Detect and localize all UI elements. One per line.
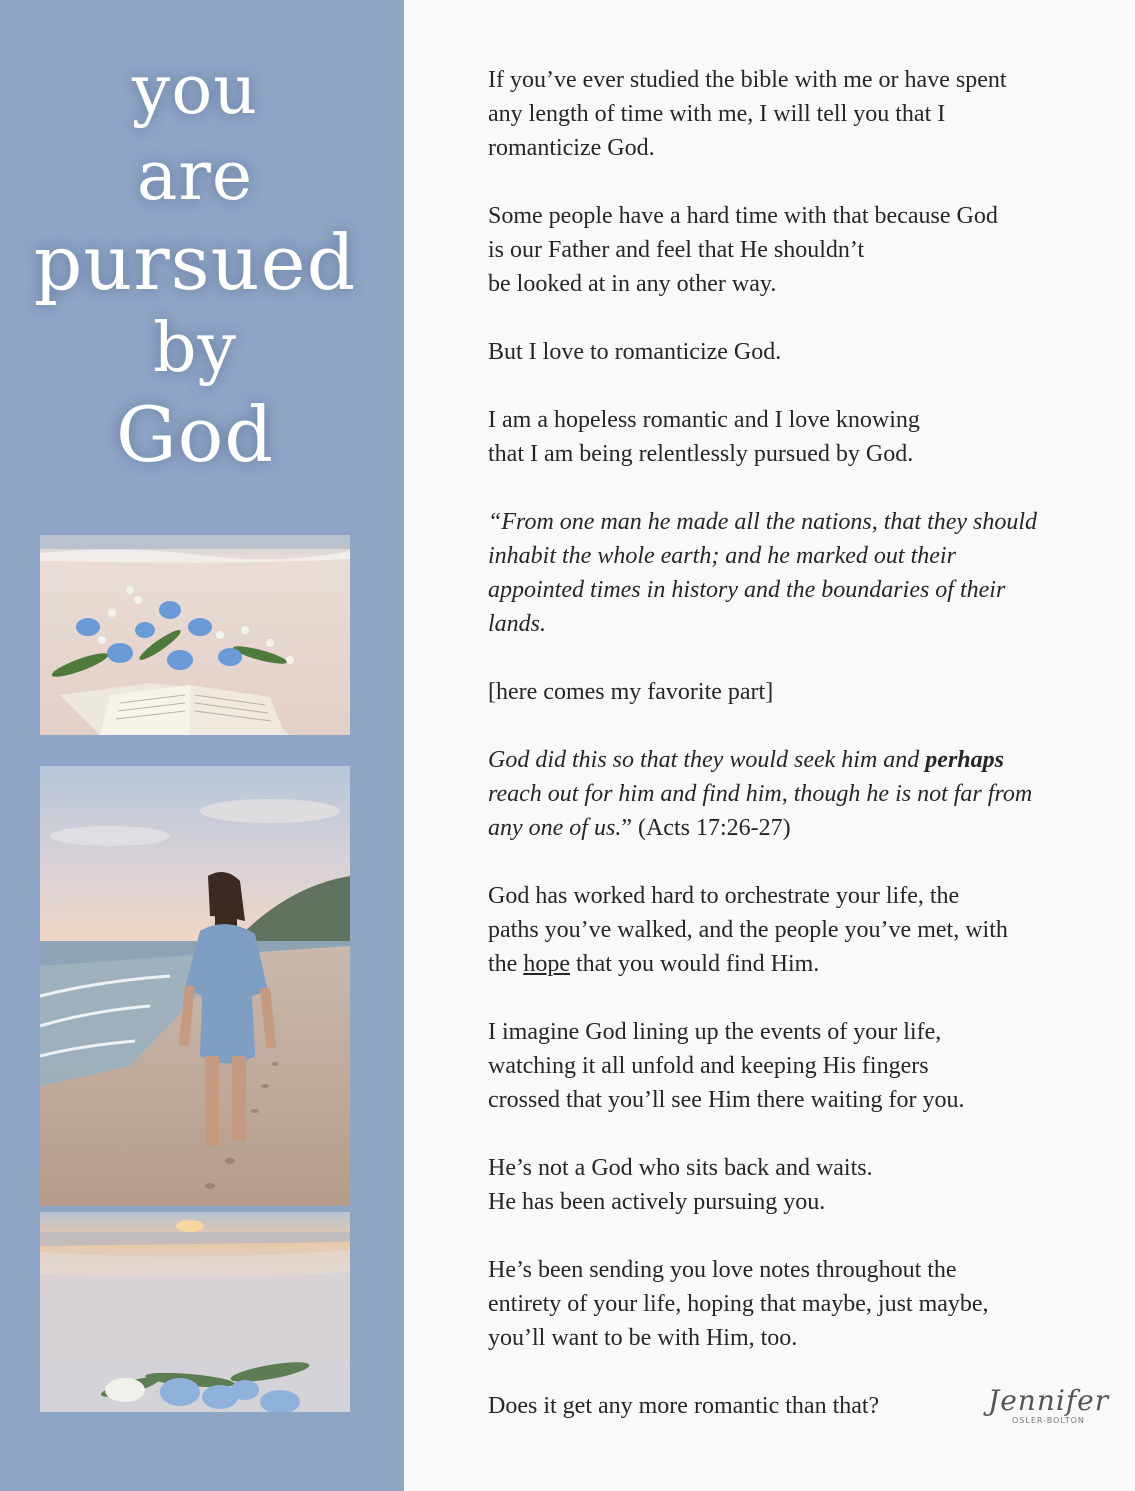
- text-line: romanticize God.: [488, 135, 655, 161]
- text-line: God has worked hard to orchestrate your life, the: [488, 883, 960, 909]
- signature-name: Jennifer: [988, 1384, 1110, 1417]
- paragraph: [488, 879, 1068, 981]
- article-body: [488, 63, 1068, 1457]
- flowers-sand-sunset-photo: [40, 1212, 350, 1412]
- scripture-reference: ” (Acts 17:26-27): [621, 815, 791, 841]
- paragraph: [488, 1389, 1068, 1423]
- text-line: be looked at in any other way.: [488, 271, 777, 297]
- title-line: by: [153, 309, 237, 388]
- paragraph: [488, 199, 1068, 301]
- text-line: entirety of your life, hoping that maybe, just maybe,: [488, 1291, 989, 1317]
- title-line: pursued: [33, 218, 357, 307]
- text-line: [488, 811, 1068, 845]
- bible-flowers-beach-photo: [40, 535, 350, 735]
- text-line: any length of time with me, I will tell you that I: [488, 101, 946, 127]
- paragraph: [488, 1015, 1068, 1117]
- paragraph: [488, 63, 1068, 165]
- text-line: He’s been sending you love notes throughout the: [488, 1257, 957, 1283]
- text-line: [488, 777, 1068, 811]
- quote-text: any one of us.: [488, 815, 622, 841]
- text-line: He has been actively pursuing you.: [488, 1189, 826, 1215]
- text-line: I am a hopeless romantic and I love knowing: [488, 407, 920, 433]
- text-line: [here comes my favorite part]: [488, 679, 774, 705]
- author-signature-logo: [988, 1384, 1118, 1430]
- title-line: are: [136, 137, 254, 216]
- paragraph: [488, 1151, 1068, 1219]
- text-line: inhabit the whole earth; and he marked out their: [488, 543, 956, 569]
- text-line: appointed times in history and the boundaries of their: [488, 577, 1006, 603]
- title-line: you: [131, 51, 259, 130]
- paragraph: [488, 335, 1068, 369]
- emphasis-word: perhaps: [925, 747, 1004, 773]
- paragraph: [488, 1253, 1068, 1355]
- signature-subtitle: OSLER-BOLTON: [1012, 1416, 1085, 1425]
- scripture-quote: [488, 505, 1068, 641]
- woman-walking-beach-photo: [40, 766, 350, 1206]
- paragraph: [488, 403, 1068, 471]
- text-line: I imagine God lining up the events of your life,: [488, 1019, 942, 1045]
- text-line: Does it get any more romantic than that?: [488, 1393, 880, 1419]
- text-line: watching it all unfold and keeping His fingers: [488, 1053, 929, 1079]
- scripture-quote: [488, 743, 1068, 845]
- text-line: “From one man he made all the nations, that they should: [488, 509, 1038, 535]
- quote-text: reach out for him and find him, though he is not far from: [488, 781, 1033, 807]
- text-segment: the: [488, 951, 524, 977]
- paragraph: [488, 675, 1068, 709]
- text-line: He’s not a God who sits back and waits.: [488, 1155, 873, 1181]
- text-line: [488, 947, 1068, 981]
- text-line: paths you’ve walked, and the people you’ve met, with: [488, 917, 1008, 943]
- text-line: is our Father and feel that He shouldn’t: [488, 237, 865, 263]
- title-line: God: [115, 390, 275, 479]
- text-line: that I am being relentlessly pursued by God.: [488, 441, 914, 467]
- text-line: lands.: [488, 611, 547, 637]
- text-line: Some people have a hard time with that because God: [488, 203, 998, 229]
- underlined-word: hope: [523, 951, 570, 977]
- page-title: [0, 48, 390, 478]
- text-line: If you’ve ever studied the bible with me or have spent: [488, 67, 1007, 93]
- sidebar-panel: [0, 0, 404, 1491]
- text-segment: that you would find Him.: [569, 951, 820, 977]
- text-line: you’ll want to be with Him, too.: [488, 1325, 798, 1351]
- text-line: [488, 743, 1068, 777]
- text-line: crossed that you’ll see Him there waiting for you.: [488, 1087, 965, 1113]
- text-line: But I love to romanticize God.: [488, 339, 782, 365]
- quote-text: God did this so that they would seek him and: [488, 747, 926, 773]
